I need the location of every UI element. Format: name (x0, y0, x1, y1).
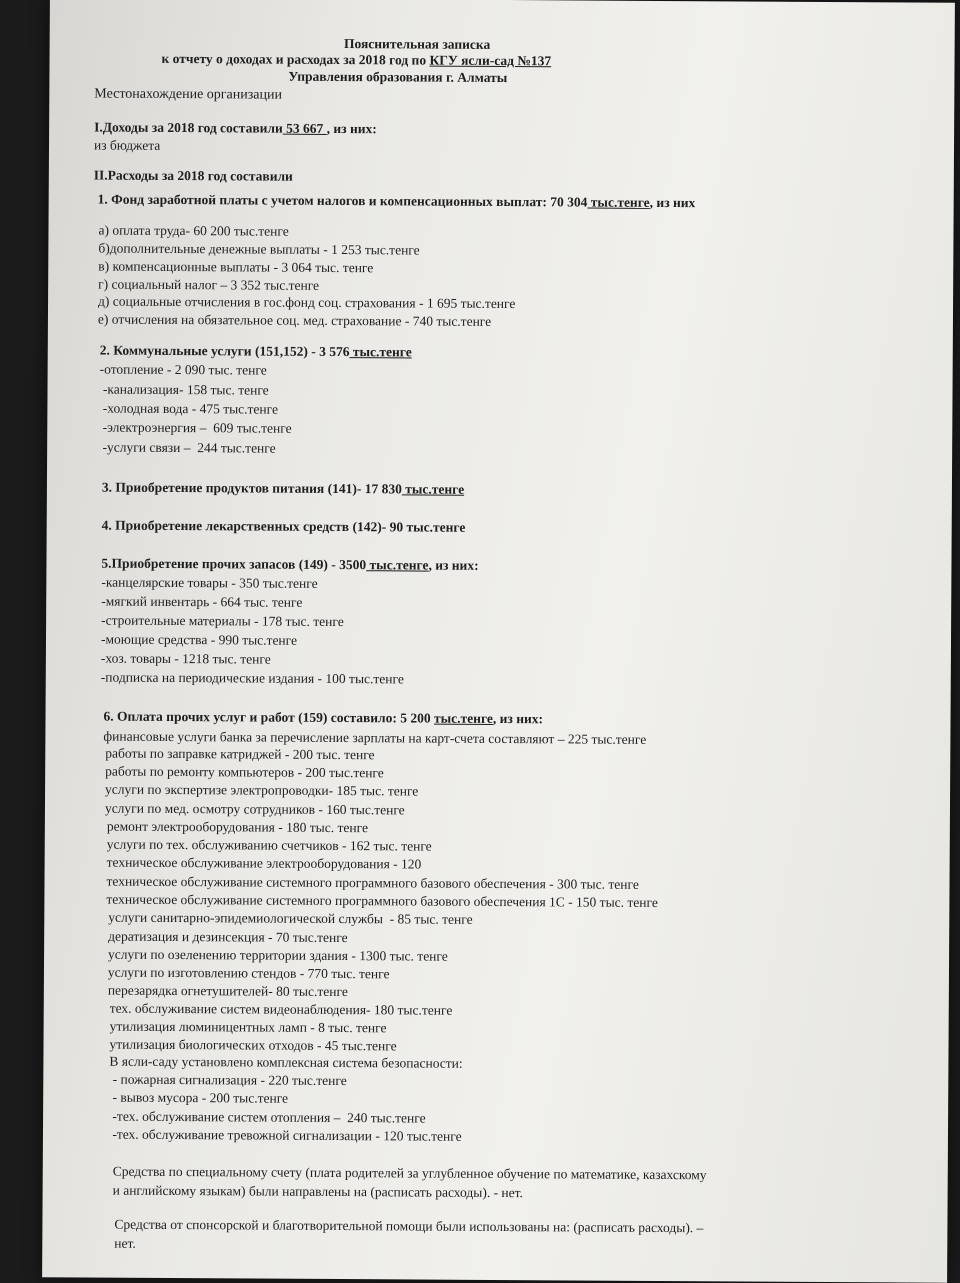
section-6-item: ремонт электрооборудования - 180 тыс. тенге (106, 818, 369, 836)
section-1-item: в) компенсационные выплаты - 3 064 тыс. тенге (98, 258, 374, 276)
section-2-heading: 2. Коммунальные услуги (151,152) - 3 576 тыс.тенге (99, 342, 412, 360)
section-6-item: услуги по мед. осмотру сотрудников - 160 тыс.тенге (104, 800, 405, 818)
section-6-item: перезарядка огнетушителей- 80 тыс.тенге (107, 982, 348, 1000)
section-6-item: услуги по изготовлению стендов - 770 тыс. тенге (107, 964, 390, 982)
section-1-item: б)дополнительные денежные выплаты - 1 253 тыс.тенге (98, 240, 420, 258)
section-2-item: -холодная вода - 475 тыс.тенге (99, 400, 279, 417)
sponsor-line-2: нет. (114, 1235, 136, 1251)
expenses-heading: II.Расходы за 2018 год составили (93, 167, 293, 184)
section-1-item: а) оплата труда- 60 200 тыс.тенге (98, 222, 289, 239)
section-5-heading: 5.Приобретение прочих запасов (149) - 3500 тыс.тенге, из них: (101, 555, 479, 573)
income-budget: из бюджета (93, 137, 161, 153)
section-2-item: -отопление - 2 090 тыс. тенге (99, 361, 267, 378)
section-5-item: -строительные материалы - 178 тыс. тенге (101, 612, 344, 630)
section-6-item: дератизация и дезинсекция - 70 тыс.тенге (108, 928, 348, 946)
section-2-item: -услуги связи – 244 тыс.тенге (99, 439, 276, 456)
section-5-item: -мягкий инвентарь - 664 тыс. тенге (101, 593, 303, 610)
section-6-item: тех. обслуживание систем видеонаблюдения- 180 тыс.тенге (109, 1000, 453, 1018)
section-6-item: работы по заправке катриджей - 200 тыс. тенге (105, 745, 375, 763)
section-2-item: -электроэнергия – 609 тыс.тенге (99, 419, 292, 436)
section-3-heading: 3. Приобретение продуктов питания (141)- 17 830 тыс.тенге (101, 479, 465, 497)
document-page (42, 0, 955, 1283)
section-6-item: техническое обслуживание электрооборудования - 120 (106, 854, 422, 872)
section-1-item: е) отчисления на обязательное соц. мед. страхование - 740 тыс.тенге (97, 311, 492, 329)
section-6-item: работы по ремонту компьютеров - 200 тыс.тенге (105, 763, 384, 781)
security-item: - вывоз мусора - 200 тыс.тенге (109, 1089, 289, 1106)
section-6-item: услуги по тех. обслуживанию счетчиков - 162 тыс. тенге (106, 836, 432, 854)
section-6-item: техническое обслуживание системного программного базового обеспечения 1С - 150 тыс. тенге (106, 891, 658, 910)
section-1-heading: 1. Фонд заработной платы с учетом налогов и компенсационных выплат: 70 304 тыс.тенге, из них (97, 191, 696, 211)
section-6-item: утилизация люминицентных ламп - 8 тыс. тенге (109, 1018, 387, 1036)
section-6-item: финансовые услуги банка за перечисление зарплаты на карт-счета составляют – 225 тыс.тенге (103, 728, 647, 747)
section-5-item: -канцелярские товары - 350 тыс.тенге (101, 574, 318, 591)
section-6-item: услуги по экспертизе электропроводки- 185 тыс. тенге (105, 781, 419, 799)
org-name: КГУ ясли-сад №137 (429, 52, 552, 69)
section-6-item: услуги санитарно-эпидемиологической службы - 85 тыс. тенге (108, 909, 473, 927)
section-5-item: -моющие средства - 990 тыс.тенге (100, 631, 298, 648)
security-item: -тех. обслуживание систем отопления – 240 тыс.тенге (109, 1108, 426, 1126)
section-2-item: -канализация- 158 тыс. тенге (99, 381, 269, 398)
section-1-item: д) социальные отчисления в гос.фонд соц. страхования - 1 695 тыс.тенге (98, 293, 516, 312)
special-account-line-1: Средства по специальному счету (плата родителей за углубленное обучение по математике, казахскому (112, 1163, 707, 1183)
sponsor-line-1: Средства от спонсорской и благотворительной помощи были использованы на: (расписать расходы). – (114, 1216, 704, 1236)
security-item: -тех. обслуживание тревожной сигнализации - 120 тыс.тенге (108, 1126, 462, 1144)
section-6-heading: 6. Оплата прочих услуг и работ (159) составило: 5 200 тыс.тенге, из них: (103, 708, 544, 727)
doc-subtitle-2: Управления образования г. Алматы (288, 68, 508, 86)
income-amount: 53 667 (282, 120, 327, 136)
section-1-item: г) социальный налог – 3 352 тыс.тенге (98, 276, 320, 293)
section-5-item: -хоз. товары - 1218 тыс. тенге (100, 650, 271, 667)
doc-title: Пояснительная записка (343, 36, 491, 52)
location-label: Местонахождение организации (94, 86, 283, 103)
income-heading: I.Доходы за 2018 год составили 53 667 , из них: (94, 119, 377, 137)
section-5-item: -подписка на периодические издания - 100 тыс.тенге (100, 669, 404, 687)
doc-subtitle: к отчету о доходах и расходах за 2018 год по КГУ ясли-сад №137 (161, 50, 552, 69)
section-6-item: утилизация биологических отходов - 45 тыс.тенге (109, 1036, 397, 1054)
section-4-heading: 4. Приобретение лекарственных средств (142)- 90 тыс.тенге (101, 517, 466, 535)
section-6-item: услуги по озеленению территории здания - 1300 тыс. тенге (108, 946, 448, 964)
security-item: - пожарная сигнализация - 220 тыс.тенге (109, 1071, 347, 1089)
special-account-line-2: и английскому языкам) были направлены на (расписать расходы). - нет. (112, 1182, 523, 1201)
section-6-item: техническое обслуживание системного программного базового обеспечения - 300 тыс. тенге (106, 873, 639, 892)
security-system-heading: В ясли-саду установлено комплексная система безопасности: (109, 1053, 463, 1071)
